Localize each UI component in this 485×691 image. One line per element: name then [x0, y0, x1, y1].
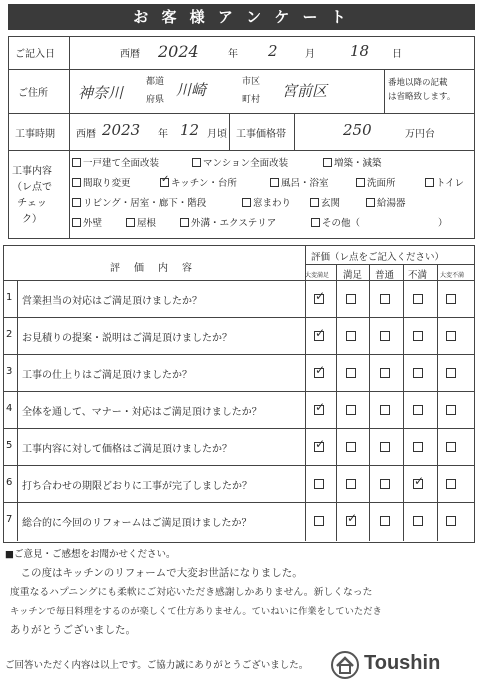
comments-label: ■ご意見・ご感想をお聞かせください。 — [5, 549, 176, 560]
option-checkbox — [242, 198, 251, 207]
rating-checkbox[interactable] — [446, 479, 456, 489]
brand-logo — [330, 650, 480, 680]
option-toilet[interactable]: トイレ — [425, 175, 464, 189]
option-water-heater[interactable]: 給湯器 — [366, 195, 406, 209]
rating-checkbox[interactable] — [446, 368, 456, 378]
rating-checkbox[interactable] — [446, 405, 456, 415]
question-text: 工事内容に対して価格はご満足頂けましたか？ — [22, 444, 232, 455]
rating-checkbox[interactable] — [446, 294, 456, 304]
option-checkbox — [311, 218, 320, 227]
rating-checkbox[interactable] — [413, 442, 423, 452]
period-year-unit: 年 — [158, 129, 168, 140]
option-extension[interactable]: 増築・減築 — [323, 155, 382, 169]
rating-checkbox[interactable] — [346, 331, 356, 341]
question-number: 2 — [6, 329, 13, 340]
option-checkbox — [270, 178, 279, 187]
city-unit-bottom: 町村 — [242, 95, 261, 105]
city-unit-top: 市区 — [242, 77, 261, 87]
period-era: 西暦 — [76, 129, 96, 140]
question-text: 工事の仕上りはご満足頂けましたか？ — [22, 370, 192, 381]
option-checkbox — [126, 218, 135, 227]
pref-unit-bottom: 府県 — [146, 95, 165, 105]
rating-checkbox[interactable] — [380, 442, 390, 452]
option-roof[interactable]: 屋根 — [126, 215, 156, 229]
date-month-unit: 月 — [305, 49, 315, 60]
option-checkbox — [310, 198, 319, 207]
option-other-close: ） — [438, 218, 448, 229]
option-kitchen[interactable]: ✓ キッチン・台所 — [160, 175, 237, 189]
period-month-unit: 月頃 — [207, 129, 227, 140]
pref-unit-top: 都道 — [146, 77, 165, 87]
rating-col-neutral: 普通 — [375, 270, 395, 281]
option-checkbox — [72, 178, 81, 187]
date-day-unit: 日 — [392, 49, 402, 60]
rating-checkbox[interactable] — [380, 516, 390, 526]
rating-checkbox[interactable] — [413, 368, 423, 378]
rating-checkbox[interactable] — [346, 405, 356, 415]
rating-checkbox-checked[interactable] — [314, 442, 324, 452]
price-value[interactable]: 250 — [343, 121, 372, 139]
option-bath[interactable]: 風呂・浴室 — [270, 175, 329, 189]
option-washroom[interactable]: 洗面所 — [356, 175, 396, 189]
rating-checkbox[interactable] — [346, 294, 356, 304]
comment-line: ありがとうございました。 — [10, 624, 136, 636]
question-text: 打ち合わせの期限どおりに工事が完了しましたか？ — [22, 481, 252, 492]
question-number: 7 — [6, 514, 13, 525]
content-label: 工事内容 （レ点で チェック） — [12, 166, 52, 225]
price-unit: 万円台 — [405, 129, 435, 140]
date-label: ご記入日 — [15, 49, 55, 60]
rating-checkbox[interactable] — [446, 516, 456, 526]
address-label: ご住所 — [18, 88, 48, 99]
rating-checkbox-checked[interactable] — [346, 516, 356, 526]
option-checkbox — [72, 218, 81, 227]
option-full-mansion[interactable]: マンション全面改装 — [192, 155, 288, 169]
question-text: 総合的に今回のリフォームはご満足頂けましたか？ — [22, 518, 252, 529]
question-number: 5 — [6, 440, 13, 451]
option-other[interactable]: その他（ — [311, 215, 360, 229]
house-logo-icon — [330, 650, 360, 684]
question-text: お見積りの提案・説明はご満足頂けましたか？ — [22, 333, 232, 344]
period-year-value[interactable]: 2023 — [102, 121, 141, 139]
footer-thanks: ご回答いただく内容は以上です。ご協力誠にありがとうございました。 — [5, 660, 309, 671]
price-label: 工事価格帯 — [236, 129, 286, 140]
survey-title: お 客 様 ア ン ケ ー ト — [8, 4, 475, 30]
comment-line: キッチンで毎日料理をするのが楽しくて仕方ありません。ていねいに作業をしていただき — [10, 606, 382, 617]
rating-col-unsatisfied: 不満 — [408, 270, 428, 281]
option-layout[interactable]: 間取り変更 — [72, 175, 131, 189]
question-number: 1 — [6, 292, 13, 303]
rating-checkbox[interactable] — [446, 442, 456, 452]
option-entrance[interactable]: 玄関 — [310, 195, 340, 209]
option-checkbox — [192, 158, 201, 167]
eval-grid — [3, 245, 475, 543]
option-living[interactable]: リビング・居室・廊下・階段 — [72, 195, 206, 209]
rating-checkbox-checked[interactable] — [314, 405, 324, 415]
rating-checkbox[interactable] — [314, 516, 324, 526]
period-month-value[interactable]: 12 — [180, 121, 200, 139]
rating-checkbox[interactable] — [413, 516, 423, 526]
brand-name: Toushin — [364, 652, 441, 674]
rating-checkbox[interactable] — [346, 368, 356, 378]
eval-header-label: 評 価 内 容 — [110, 263, 194, 274]
option-window[interactable]: 窓まわり — [242, 195, 291, 209]
period-label: 工事時期 — [15, 129, 55, 140]
rating-col-satisfied: 満足 — [343, 270, 363, 281]
address-prefecture[interactable]: 神奈川 — [78, 84, 124, 102]
rating-title: 評価（レ点をご記入ください） — [311, 252, 445, 263]
rating-checkbox[interactable] — [346, 479, 356, 489]
rating-checkbox[interactable] — [380, 331, 390, 341]
rating-col-very-satisfied: 大変満足 — [305, 272, 330, 279]
rating-col-very-unsatisfied: 大変不満 — [440, 272, 465, 279]
address-note: 番地以降の記載 は省略致します。 — [388, 78, 456, 102]
question-number: 4 — [6, 403, 13, 414]
rating-checkbox[interactable] — [380, 479, 390, 489]
date-era: 西暦 — [120, 49, 140, 60]
address-city[interactable]: 川崎 — [176, 81, 207, 99]
option-checkbox — [72, 198, 81, 207]
option-full-house[interactable]: 一戸建て全面改装 — [72, 155, 159, 169]
question-number: 3 — [6, 366, 13, 377]
option-checkbox — [72, 158, 81, 167]
comment-line: この度はキッチンのリフォームで大変お世話になりました。 — [10, 567, 303, 579]
date-month-value[interactable]: 2 — [268, 42, 278, 60]
rating-checkbox[interactable] — [380, 368, 390, 378]
option-exterior-wall[interactable]: 外壁 — [72, 215, 102, 229]
rating-checkbox[interactable] — [380, 405, 390, 415]
question-number: 6 — [6, 477, 13, 488]
option-checkbox — [425, 178, 434, 187]
rating-checkbox[interactable] — [446, 331, 456, 341]
rating-checkbox-checked[interactable] — [314, 331, 324, 341]
question-text: 営業担当の対応はご満足頂けましたか？ — [22, 296, 202, 307]
rating-checkbox[interactable] — [346, 442, 356, 452]
rating-checkbox[interactable] — [314, 479, 324, 489]
option-checkbox — [366, 198, 375, 207]
rating-checkbox-checked[interactable] — [314, 294, 324, 304]
rating-checkbox[interactable] — [413, 405, 423, 415]
comment-line: 度重なるハプニングにも柔軟にご対応いただき感謝しかありません。新しくなった — [10, 587, 373, 598]
option-checkbox — [180, 218, 189, 227]
date-day-value[interactable]: 18 — [350, 42, 370, 60]
option-checkbox — [356, 178, 365, 187]
option-exterior[interactable]: 外溝・エクステリア — [180, 215, 276, 229]
option-checkbox — [323, 158, 332, 167]
rating-checkbox-checked[interactable] — [413, 479, 423, 489]
rating-checkbox[interactable] — [380, 294, 390, 304]
option-checkbox-checked — [160, 178, 169, 187]
rating-checkbox-checked[interactable] — [314, 368, 324, 378]
question-text: 全体を通して、マナー・対応はご満足頂けましたか？ — [22, 407, 262, 418]
rating-checkbox[interactable] — [413, 331, 423, 341]
date-year-unit: 年 — [228, 49, 238, 60]
rating-checkbox[interactable] — [413, 294, 423, 304]
address-ward[interactable]: 宮前区 — [282, 82, 328, 100]
date-year-value[interactable]: 2024 — [158, 42, 199, 61]
